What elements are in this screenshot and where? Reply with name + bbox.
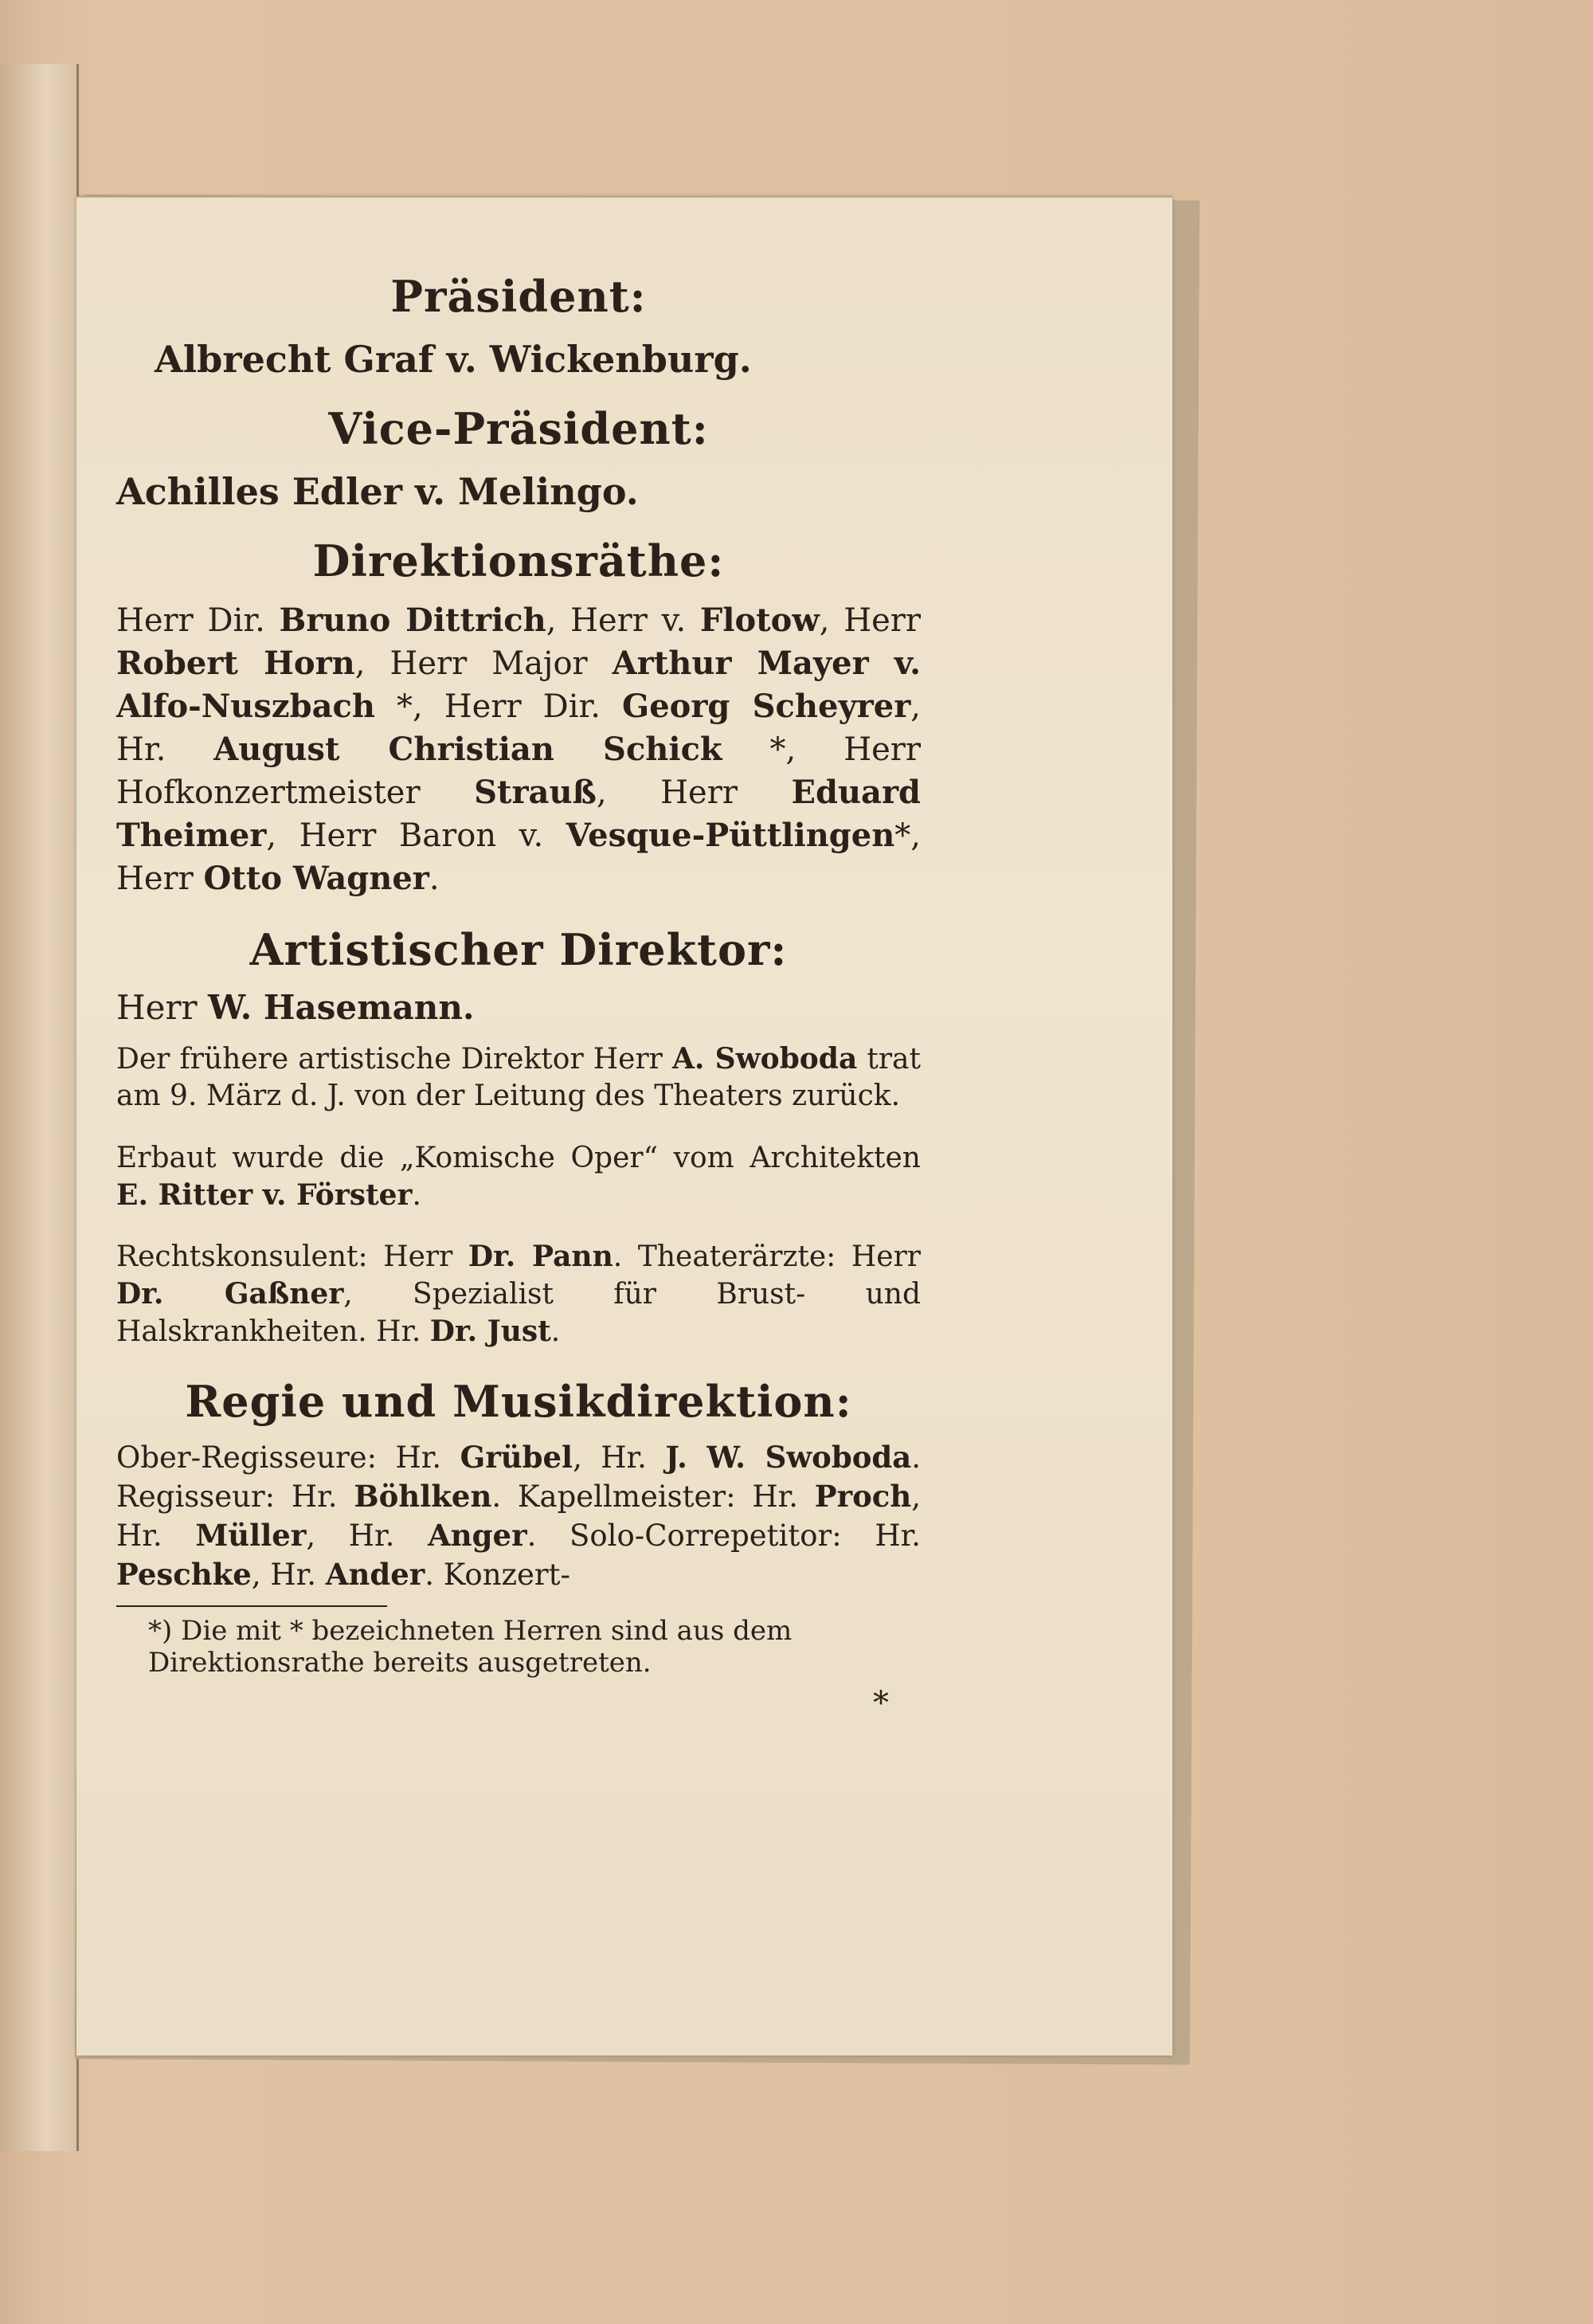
text-segment: . Konzert- — [425, 1558, 570, 1592]
person-name: Arthur Mayer v. Alfo-Nuszbach — [116, 645, 921, 725]
person-name: Grübel — [460, 1440, 573, 1475]
text-segment: , Hr. — [306, 1519, 429, 1553]
document-text — [116, 271, 921, 1722]
person-name: Strauß — [474, 774, 597, 811]
heading-direktionsraethe: Direktionsräthe: — [312, 535, 725, 586]
person-name: Ander — [325, 1557, 425, 1592]
text-segment: Rechtskonsulent: Herr — [116, 1240, 468, 1273]
text-segment: , Hr. — [116, 1479, 921, 1553]
vice-praesident-name: Achilles Edler v. Melingo. — [116, 470, 639, 513]
signature-mark: * — [873, 1685, 889, 1722]
text-segment: , Hr. — [251, 1558, 326, 1592]
person-name: Otto Wagner — [203, 860, 429, 897]
text-segment: . — [550, 1315, 561, 1348]
person-name: W. Hasemann. — [208, 988, 475, 1027]
person-name: Dr. Just — [429, 1315, 551, 1348]
artistischer-direktor-name — [116, 986, 921, 1029]
person-name: Dr. Gaßner — [116, 1277, 344, 1311]
heading-praesident: Präsident: — [390, 271, 647, 322]
heading-vice-praesident: Vice-Präsident: — [328, 403, 709, 454]
text-segment: Erbaut wurde die „Komische Oper“ vom Architekten — [116, 1142, 921, 1174]
text-segment: *, Herr Dir. — [374, 688, 623, 725]
direktionsraethe-list — [116, 599, 921, 900]
text-segment: trat am 9. März d. J. von der Leitung des Theaters zurück. — [116, 1043, 921, 1112]
praesident-name: Albrecht Graf v. Wickenburg. — [155, 338, 752, 381]
artist-note — [116, 1041, 921, 1115]
text-segment: *, Herr — [116, 817, 921, 897]
footnote-rule — [116, 1605, 387, 1607]
person-name: Flotow — [699, 602, 820, 639]
person-name: Robert Horn — [116, 645, 355, 682]
person-name: Anger — [428, 1518, 527, 1553]
left-page-edge — [0, 64, 79, 2151]
text-segment: , Hr. — [573, 1440, 666, 1475]
text-segment: . — [429, 860, 440, 897]
text-segment: , Herr — [596, 774, 792, 811]
heading-regie: Regie und Musikdirektion: — [185, 1376, 852, 1427]
text-segment: *, Herr Hofkonzertmeister — [116, 731, 921, 811]
text-segment: , Hr. — [116, 688, 921, 768]
text-segment: Ober-Regisseure: Hr. — [116, 1440, 460, 1475]
text-segment: , Spezialist für Brust- und Halskrankheiten. Hr. — [116, 1278, 922, 1348]
person-name: Eduard Theimer — [116, 774, 921, 854]
text-segment: , Herr Major — [354, 645, 613, 682]
person-name: Georg Scheyrer — [622, 688, 911, 725]
text-segment: Der frühere artistische Direktor Herr — [116, 1043, 672, 1076]
text-segment: . — [412, 1179, 421, 1212]
person-name: Vesque-Püttlingen — [566, 817, 895, 854]
text-segment: , Herr — [819, 602, 921, 639]
text-segment: . Solo-Correpetitor: Hr. — [526, 1519, 921, 1553]
person-name: August Christian Schick — [213, 731, 722, 768]
person-name: Proch — [814, 1479, 912, 1514]
person-name: J. W. Swoboda — [665, 1440, 912, 1475]
text-segment: . Regisseur: Hr. — [116, 1440, 921, 1514]
person-name: E. Ritter v. Förster — [116, 1178, 413, 1212]
rechtskonsulent-note — [116, 1238, 921, 1350]
person-name: Müller — [195, 1518, 307, 1553]
text-segment: . Kapellmeister: Hr. — [491, 1479, 815, 1514]
person-name: Böhlken — [354, 1479, 492, 1514]
text-segment: , Herr v. — [546, 602, 700, 639]
person-name: A. Swoboda — [671, 1042, 858, 1076]
text-segment: . Theaterärzte: Herr — [613, 1240, 922, 1273]
text-segment: Herr — [116, 988, 208, 1027]
heading-artistischer-direktor: Artistischer Direktor: — [249, 924, 788, 975]
person-name: Dr. Pann — [468, 1240, 613, 1273]
footnote: *) Die mit * bezeichneten Herren sind aus dem Direktionsrathe bereits ausgetreten. — [148, 1615, 793, 1679]
erbaut-note — [116, 1140, 921, 1214]
person-name: Bruno Dittrich — [279, 602, 546, 639]
regie-list — [116, 1438, 921, 1594]
person-name: Peschke — [116, 1557, 252, 1592]
text-segment: , Herr Baron v. — [266, 817, 566, 854]
text-segment: Herr Dir. — [116, 602, 280, 639]
